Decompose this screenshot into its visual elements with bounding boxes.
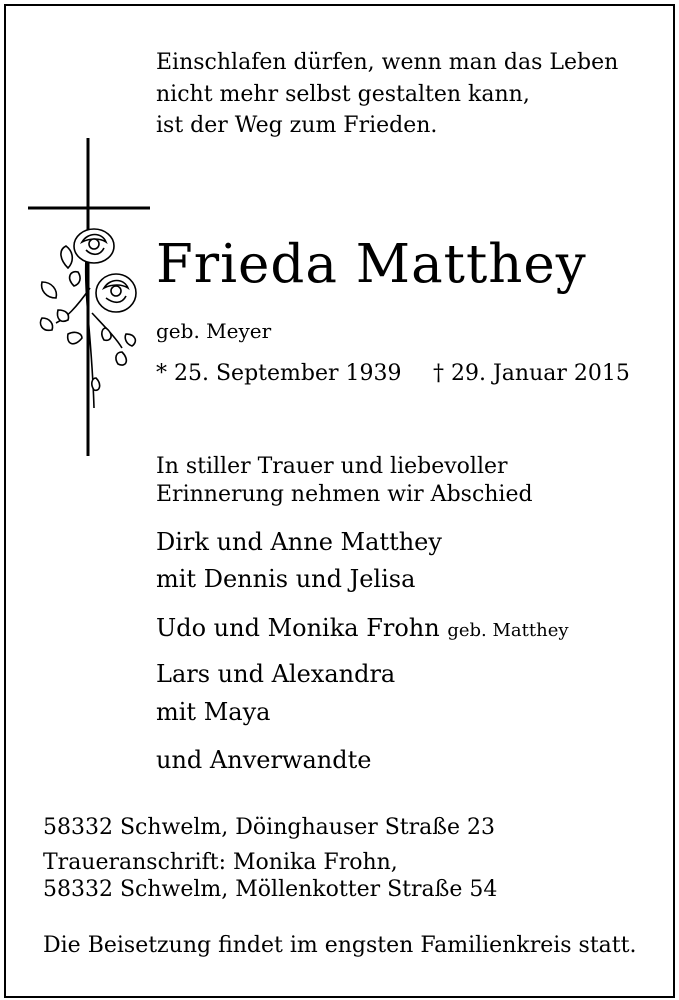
address-line-3: 58332 Schwelm, Möllenkotter Straße 54 — [43, 877, 498, 902]
verse-line-2: nicht mehr selbst gestalten kann, — [156, 82, 530, 107]
address-line-1: 58332 Schwelm, Döinghauser Straße 23 — [43, 815, 495, 840]
family-line-4: Lars und Alexandra — [156, 660, 396, 688]
family-line-6: und Anverwandte — [156, 746, 372, 774]
death-date: † 29. Januar 2015 — [433, 361, 630, 386]
mourning-line-1: In stiller Trauer und liebevoller — [156, 454, 508, 479]
family-line-3-suffix: geb. Matthey — [447, 620, 569, 641]
family-line-5: mit Maya — [156, 698, 271, 726]
birth-date: * 25. September 1939 — [156, 361, 402, 386]
verse-line-3: ist der Weg zum Frieden. — [156, 113, 438, 138]
deceased-name: Frieda Matthey — [156, 234, 587, 295]
address-line-2: Traueranschrift: Monika Frohn, — [43, 850, 398, 875]
maiden-name: geb. Meyer — [156, 319, 272, 343]
life-dates — [156, 361, 630, 386]
verse-line-1: Einschlafen dürfen, wenn man das Leben — [156, 50, 619, 75]
mourning-line-2: Erinnerung nehmen wir Abschied — [156, 482, 533, 507]
family-line-3 — [156, 616, 569, 640]
family-line-1: Dirk und Anne Matthey — [156, 528, 442, 556]
burial-note: Die Beisetzung findet im engsten Familienkreis statt. — [43, 933, 637, 958]
family-line-2: mit Dennis und Jelisa — [156, 565, 416, 593]
cross-with-roses-icon — [26, 138, 156, 458]
family-line-3-name: Udo und Monika Frohn — [156, 614, 440, 642]
